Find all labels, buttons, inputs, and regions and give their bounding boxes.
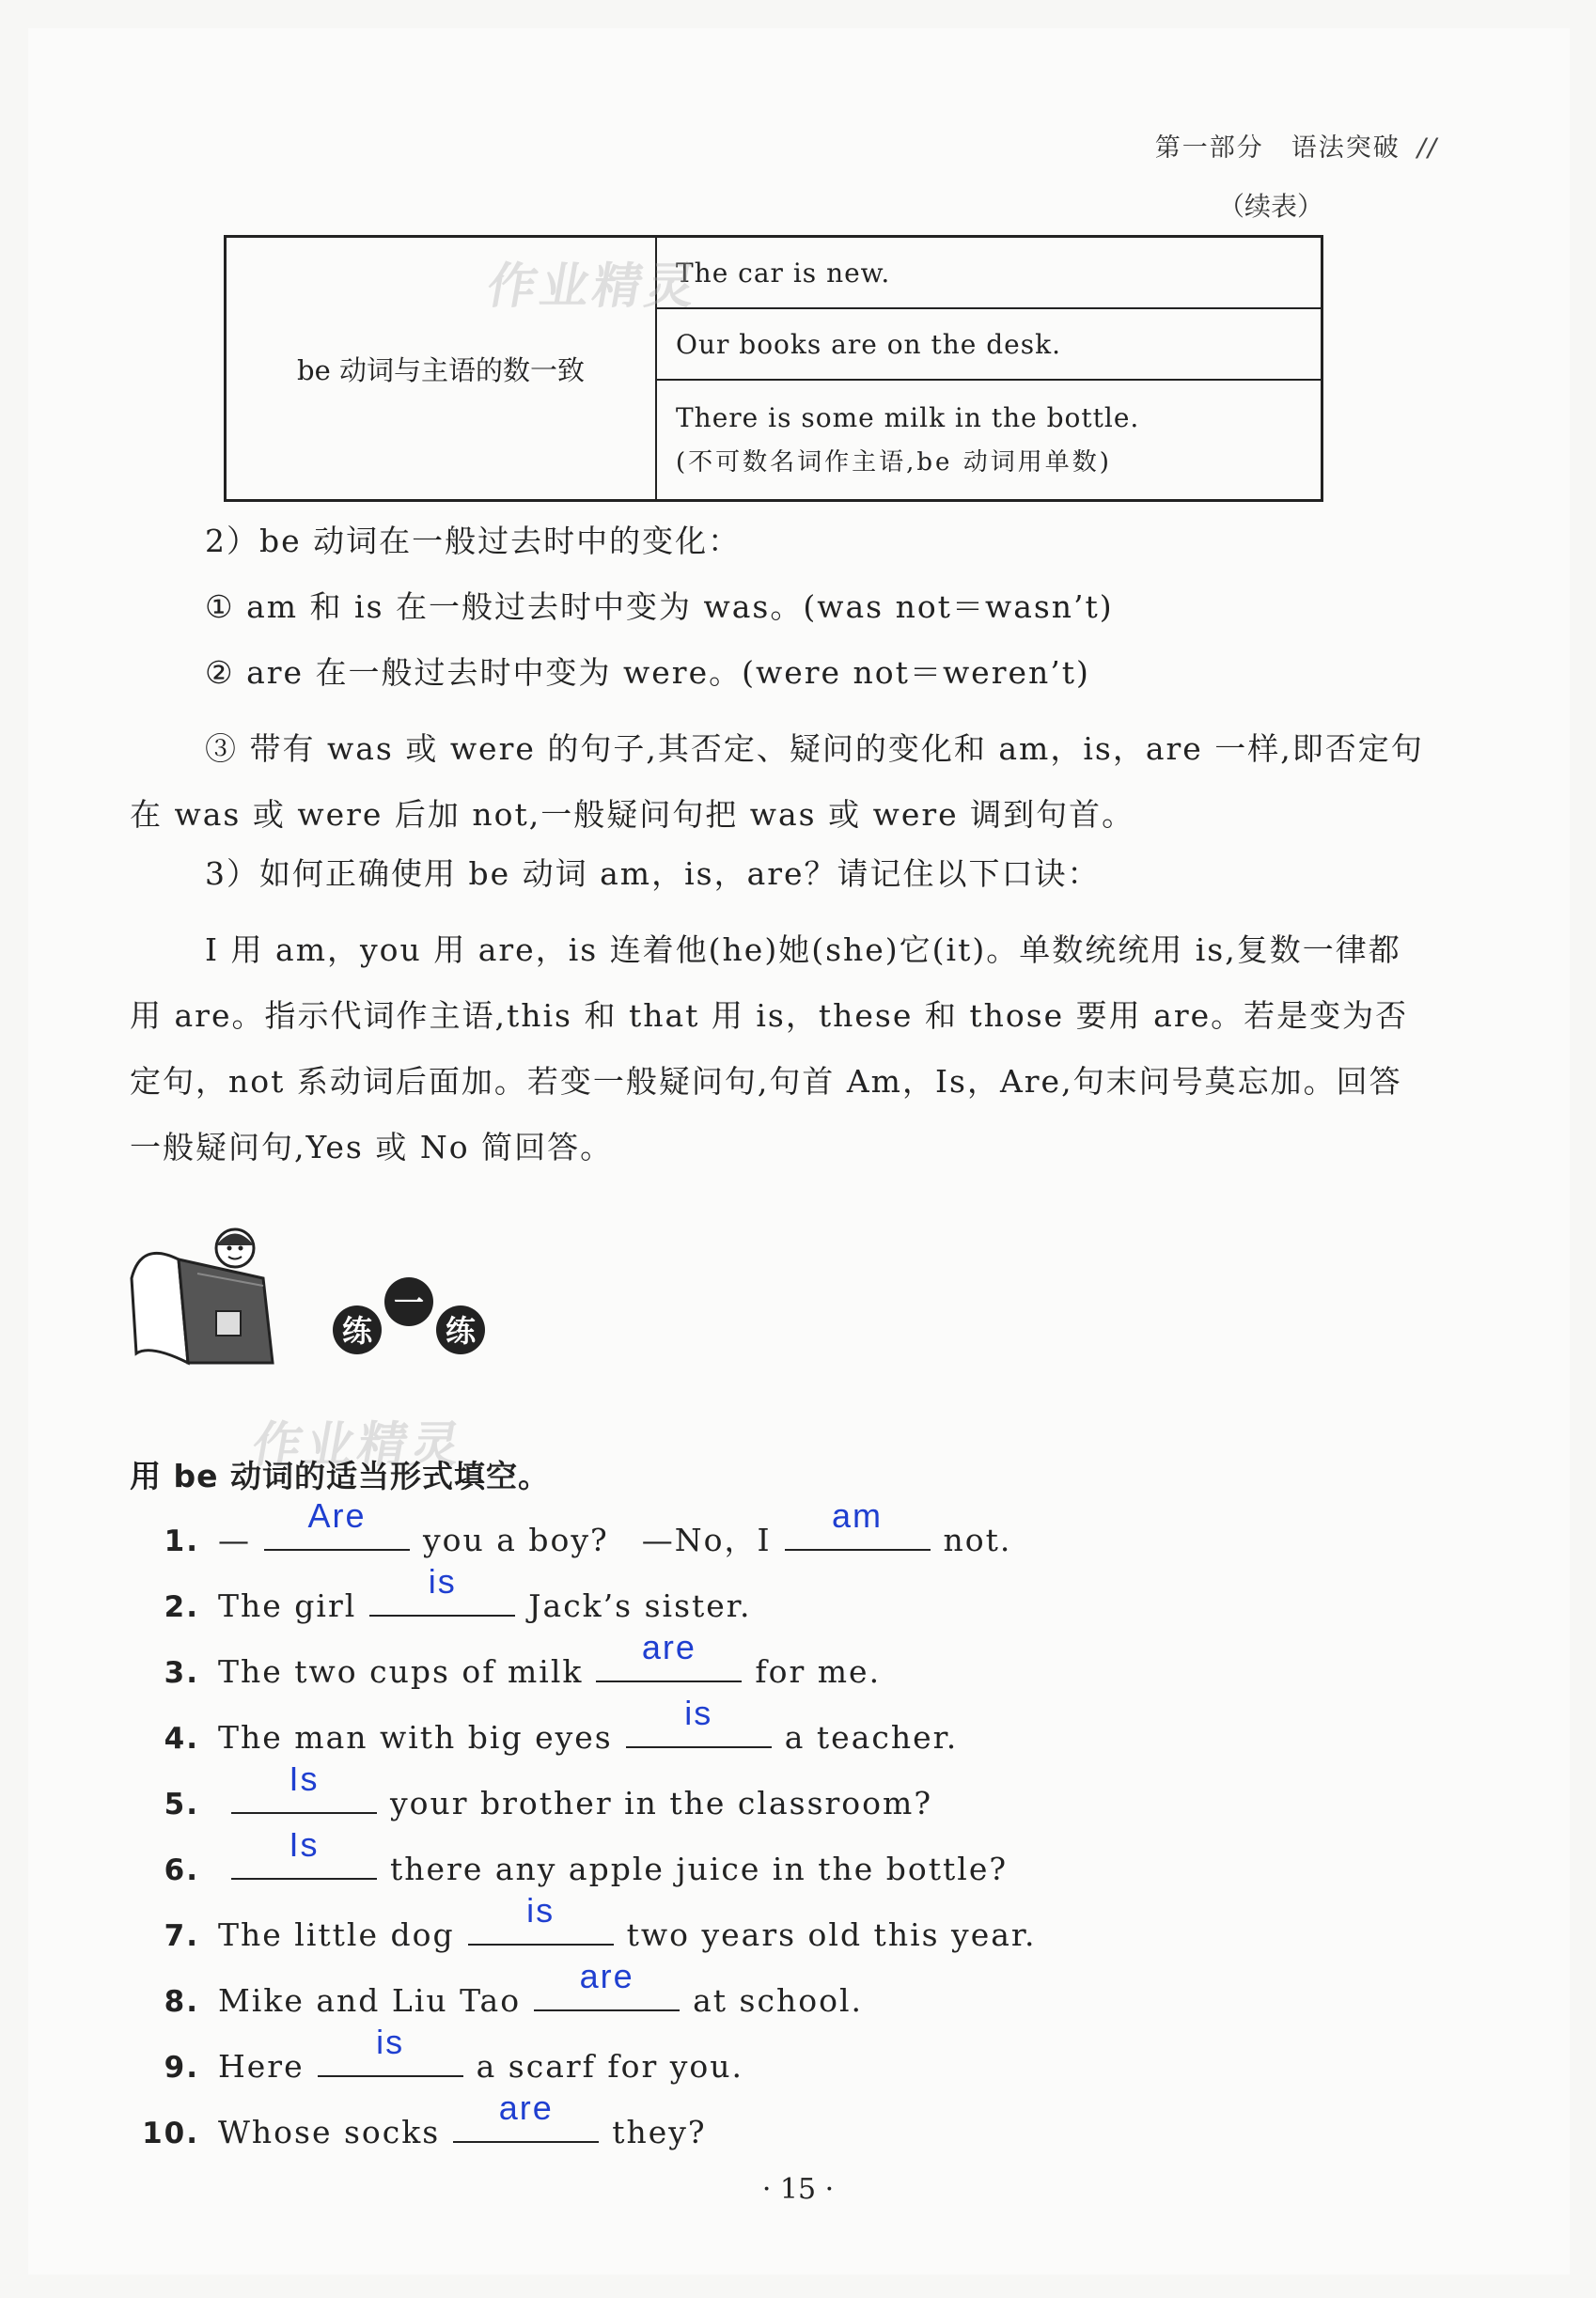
answer-blank[interactable]: [596, 1628, 742, 1682]
question-text: The girl: [218, 1587, 357, 1624]
answer-text: is: [428, 1562, 457, 1601]
answer-text: is: [526, 1891, 555, 1930]
table-row: The car is new.: [657, 238, 1321, 309]
answer-blank[interactable]: [318, 2023, 463, 2077]
question-text: they?: [612, 2114, 707, 2150]
question-text: a scarf for you.: [476, 2048, 743, 2085]
table-row-text: There is some milk in the bottle.: [676, 402, 1140, 433]
question-text: Mike and Liu Tao: [218, 1982, 522, 2019]
practice-banner: [122, 1222, 517, 1382]
table-left-label: be 动词与主语的数一致: [227, 238, 657, 499]
girl-icon: [216, 1229, 254, 1267]
question-10: [132, 2088, 707, 2150]
question-text: Whose socks: [218, 2114, 441, 2150]
answer-blank[interactable]: [231, 1825, 377, 1880]
question-number: 5.: [164, 1788, 199, 1821]
banner-char-right: 练: [445, 1313, 477, 1349]
question-text: you a boy? —No，I: [423, 1522, 772, 1558]
question-1: [132, 1496, 1012, 1560]
question-text: at school.: [693, 1982, 863, 2019]
answer-text: Is: [289, 1825, 320, 1864]
question-text: The man with big eyes: [218, 1719, 613, 1756]
question-text: not.: [943, 1522, 1012, 1558]
answer-text: is: [376, 2023, 405, 2061]
answer-blank[interactable]: [264, 1496, 410, 1551]
question-text: two years old this year.: [626, 1916, 1037, 1953]
paragraph: ① am 和 is 在一般过去时中变为 was。(was not＝wasn’t): [205, 588, 1114, 625]
paragraph: 2）be 动词在一般过去时中的变化：: [205, 523, 742, 559]
question-text: Jack’s sister.: [528, 1587, 752, 1624]
book-icon: [132, 1253, 273, 1363]
answer-blank[interactable]: [231, 1759, 377, 1814]
question-text: your brother in the classroom?: [390, 1785, 933, 1821]
grammar-table: [224, 235, 1323, 502]
question-4: [132, 1694, 959, 1756]
question-number: 10.: [142, 2117, 199, 2150]
question-number: 6.: [164, 1853, 199, 1887]
answer-blank[interactable]: [626, 1694, 772, 1748]
question-2: [132, 1562, 752, 1624]
question-8: [132, 1957, 863, 2019]
paragraph: ② are 在一般过去时中变为 were。(were not＝weren’t): [205, 654, 1090, 691]
question-number: 9.: [164, 2051, 199, 2085]
watermark: 作业精灵: [247, 1417, 469, 1474]
question-text: there any apple juice in the bottle?: [390, 1851, 1009, 1887]
question-9: [132, 2023, 743, 2085]
answer-text: is: [684, 1694, 713, 1732]
paragraph: I 用 am，you 用 are，is 连着他(he)她(she)它(it)。单数统统用 is,复数一律都用 are。指示代词作主语,this 和 that 用 is，these 和 those 要用 are。若是变为否定句，not 系动词后面加。若变一般疑问句,句首 Am，Is，Are,句末问号莫忘加。回答一般疑问句,Yes 或 No 简回答。: [130, 931, 1409, 1165]
answer-text: am: [832, 1496, 884, 1535]
paragraph: ③ 带有 was 或 were 的句子,其否定、疑问的变化和 am，is，are 一样,即否定句在 was 或 were 后加 not,一般疑问句把 was 或 were 调到句首。: [130, 730, 1424, 833]
question-number: 4.: [164, 1722, 199, 1756]
question-text: for me.: [755, 1653, 882, 1690]
question-number: 3.: [164, 1656, 199, 1690]
continued-label: （续表）: [1217, 191, 1323, 222]
answer-text: Is: [289, 1759, 320, 1798]
answer-blank[interactable]: [785, 1496, 931, 1551]
question-text: The little dog: [218, 1916, 455, 1953]
question-number: 2.: [164, 1590, 199, 1624]
question-text: a teacher.: [784, 1719, 959, 1756]
table-note: (不可数名词作主语,be 动词用单数): [676, 448, 1112, 477]
exercise-instruction: 用 be 动词的适当形式填空。: [130, 1458, 550, 1494]
watermark: 作业精灵: [482, 258, 704, 315]
answer-text: are: [498, 2088, 554, 2127]
question-number: 8.: [164, 1985, 199, 2019]
table-row: Our books are on the desk.: [657, 309, 1321, 381]
answer-text: are: [641, 1628, 696, 1666]
question-number: 1.: [164, 1524, 199, 1558]
banner-char-left: 练: [341, 1313, 373, 1349]
answer-blank[interactable]: [369, 1562, 515, 1617]
answer-text: are: [579, 1957, 634, 1995]
section-title: 第一部分 语法突破: [1154, 133, 1400, 163]
banner-char-mid: 一: [393, 1285, 425, 1321]
running-header: [1155, 127, 1438, 164]
page-number: · 15 ·: [761, 2173, 835, 2206]
paragraph: 3）如何正确使用 be 动词 am，is，are？请记住以下口诀：: [205, 855, 1101, 892]
question-6: [132, 1825, 1009, 1887]
question-text: The two cups of milk: [218, 1653, 584, 1690]
question-3: [132, 1628, 882, 1690]
answer-text: Are: [307, 1496, 367, 1535]
question-7: [132, 1891, 1037, 1953]
question-5: [132, 1759, 933, 1821]
table-examples: [657, 238, 1321, 499]
answer-blank[interactable]: [534, 1957, 680, 2011]
header-slashes: //: [1416, 133, 1438, 163]
question-text: Here: [218, 2048, 305, 2085]
question-text: —: [218, 1522, 251, 1558]
question-number: 7.: [164, 1919, 199, 1953]
answer-blank[interactable]: [468, 1891, 614, 1946]
answer-blank[interactable]: [453, 2088, 599, 2143]
table-row: [657, 381, 1321, 499]
